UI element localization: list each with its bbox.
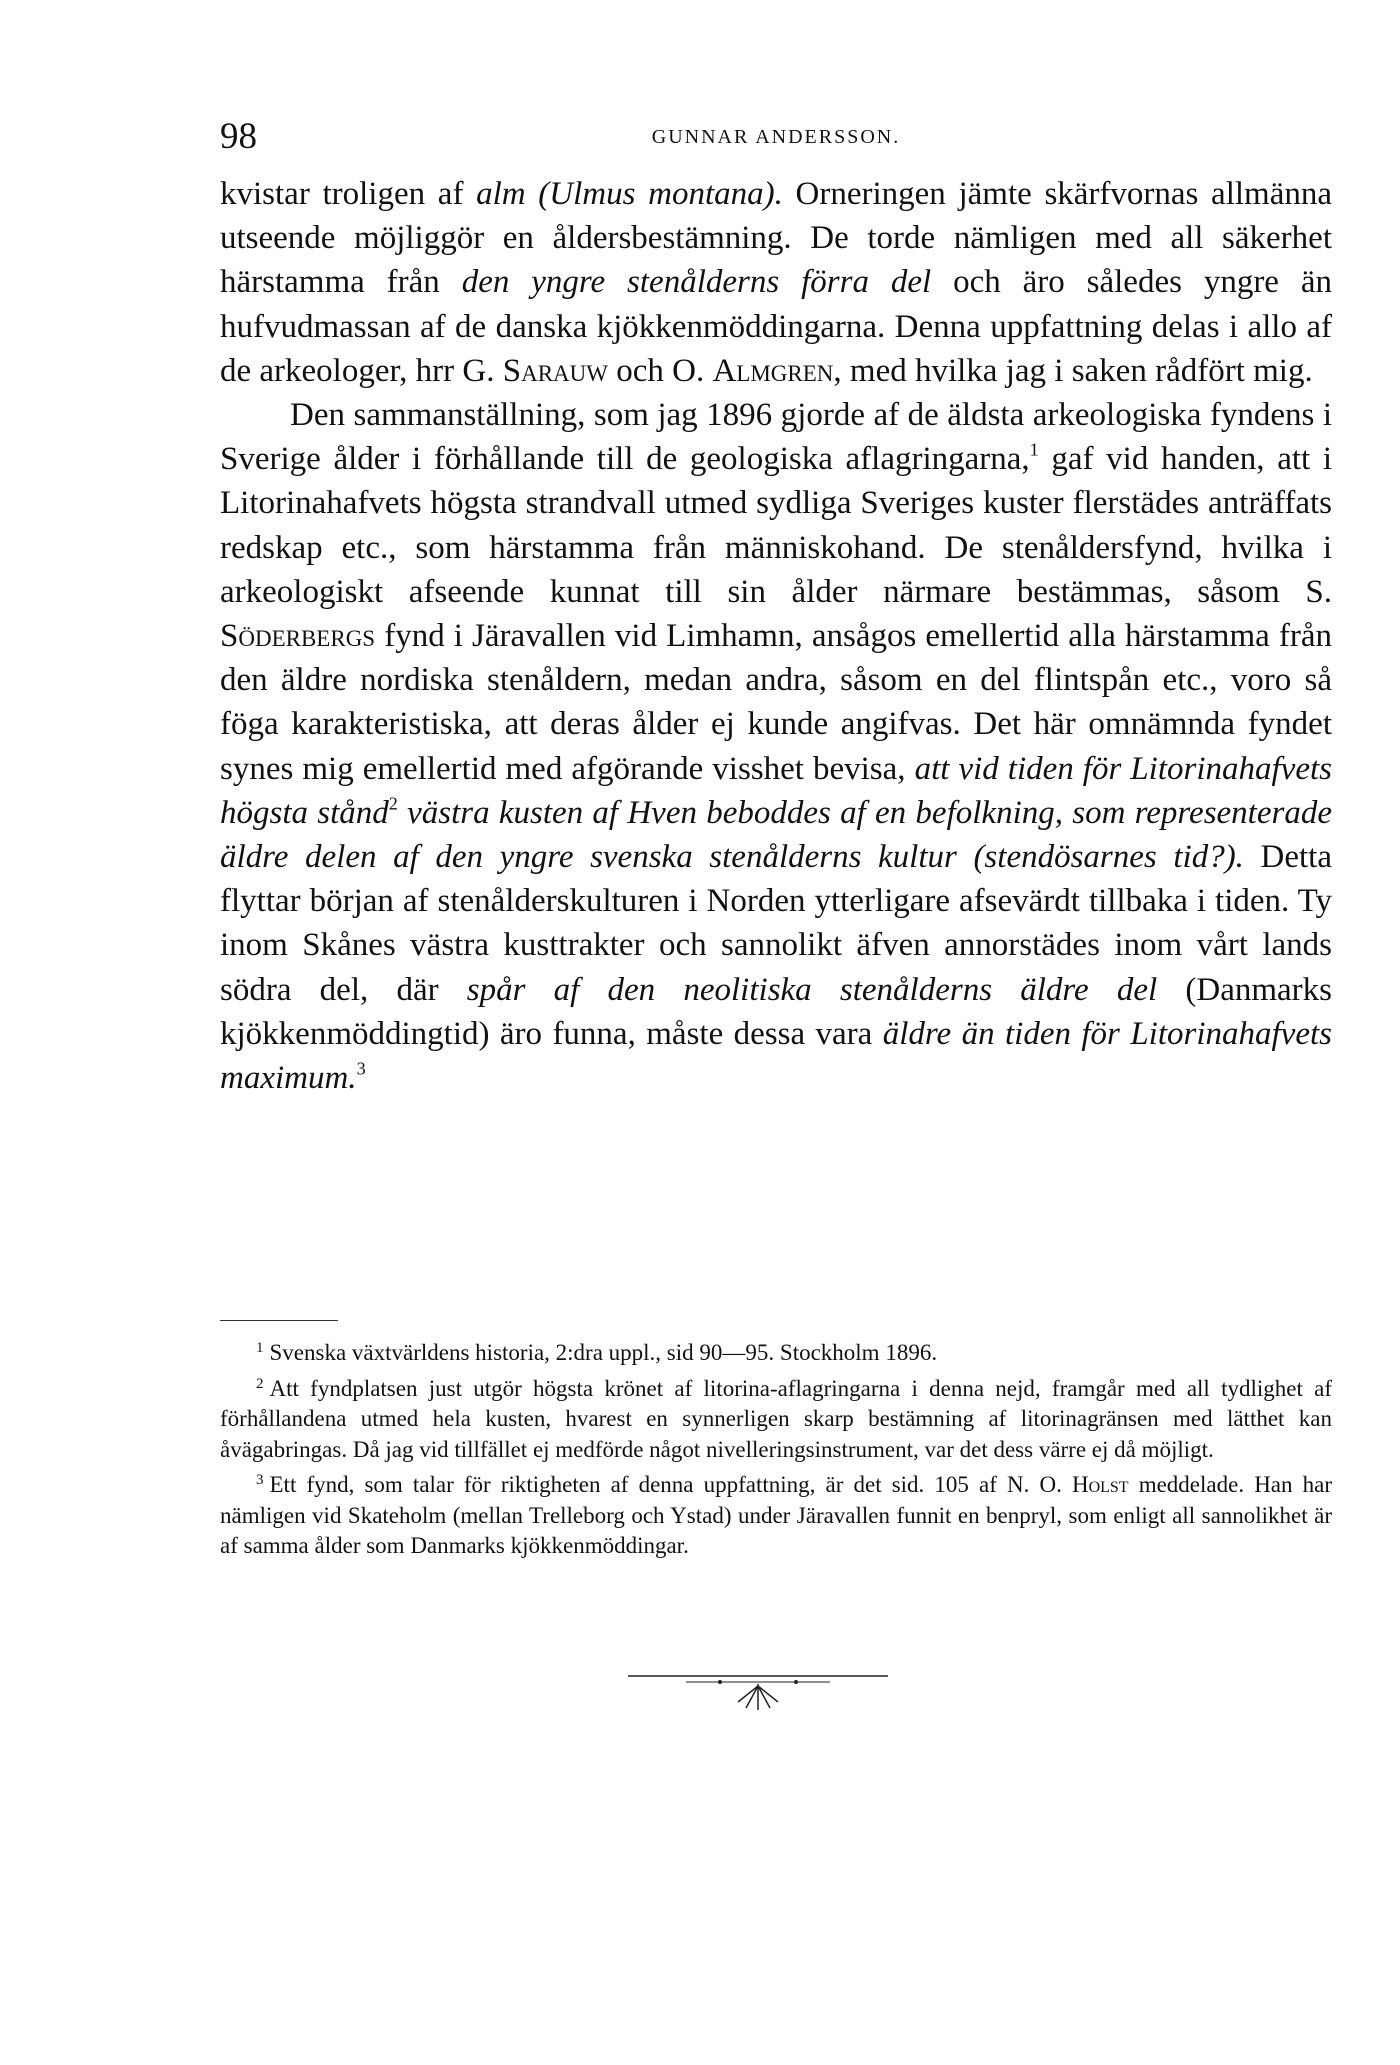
text-run: Detta flyttar början af stenålderskulturen i Norden ytterligare afsevärdt tillbaka i tiden. Ty inom Skånes västra kusttrakter och sannolikt äfven annorstädes inom vårt lands södra del, där bbox=[220, 839, 1332, 1008]
text-run: Orneringen jämte skärfvornas allmänna utseende möjliggör en åldersbestämning. De torde nämligen med all säkerhet härstamma från bbox=[220, 176, 1333, 301]
footnotes bbox=[220, 1333, 1332, 1562]
italic-run: västra kusten af Hven beboddes af en befolkning, som representerade äldre delen af den yngre svenska stenålderns kultur (stendösarnes tid?). bbox=[220, 794, 1332, 876]
footnote-1 bbox=[220, 1333, 1332, 1369]
footnote-ref: 2 bbox=[388, 793, 398, 814]
footnote-text: Svenska växtvärldens historia, 2:dra uppl., sid 90—95. Stockholm 1896. bbox=[269, 1340, 938, 1365]
text-run: och äro således yngre än hufvudmassan af de danska kjökkenmöddingarna. Denna uppfattning delas i allo af de arkeologer, hrr G. bbox=[220, 264, 1332, 389]
footnote-mark: 1 bbox=[256, 1340, 264, 1356]
printers-ornament-icon bbox=[628, 1670, 888, 1716]
text-run: fynd i Järavallen vid Limhamn, ansågos emellertid alla härstamma från den äldre nordiska stenåldern, medan andra, såsom en del flintspån etc., voro så föga karakteristiska, att deras ålder ej kunde angifvas. Det här omnämnda fyndet synes mig emellertid med afgörande visshet bevisa, bbox=[220, 618, 1332, 787]
italic-run: den yngre stenålderns förra del bbox=[461, 264, 932, 301]
italic-run: äldre än tiden för Litorinahafvets maximum. bbox=[220, 1015, 1332, 1097]
footnote-2 bbox=[220, 1369, 1332, 1466]
text-run: , med hvilka jag i saken rådfört mig. bbox=[833, 352, 1313, 389]
running-head: GUNNAR ANDERSSON. bbox=[651, 126, 901, 148]
text-run: (Danmarks kjökkenmöddingtid) äro funna, måste dessa vara bbox=[220, 971, 1332, 1052]
footnote-text: meddelade. Han har nämligen vid Skateholm (mellan Trelleborg och Ystad) under Järavallen funnit en benpryl, som enligt all sannolikhet är af samma ålder som Danmarks kjökkenmöddingar. bbox=[220, 1472, 1332, 1558]
page-header bbox=[220, 112, 1332, 162]
author-name: Holst bbox=[1071, 1472, 1129, 1497]
text-run: gaf vid handen, att i Litorinahafvets högsta strandvall utmed sydliga Sveriges kuster flerstädes anträffats redskap etc., som härstamma från människohand. De stenåldersfynd, hvilka i arkeologiskt afseende kunnat till sin ålder närmare bestämmas, såsom S. bbox=[220, 441, 1332, 610]
footnote-mark: 3 bbox=[256, 1472, 264, 1488]
body-text bbox=[220, 172, 1332, 1100]
italic-run: alm (Ulmus montana). bbox=[476, 176, 783, 212]
page-number: 98 bbox=[220, 116, 257, 157]
text-run: Den sammanställning, som jag 1896 gjorde af de äldsta arkeologiska fyndens i Sverige ålder i förhållande till de geologiska aflagringarna, bbox=[220, 397, 1332, 478]
author-name: Almgren bbox=[712, 352, 834, 389]
italic-run: spår af den neolitiska stenålderns äldre del bbox=[466, 971, 1158, 1008]
text-run: och O. bbox=[607, 352, 713, 389]
footnote-text: Ett fynd, som talar för riktigheten af denna uppfattning, är det sid. 105 af N. O. bbox=[269, 1472, 1072, 1497]
author-name: Sarauw bbox=[502, 352, 608, 389]
footnote-3 bbox=[220, 1465, 1332, 1562]
author-name: Söderbergs bbox=[220, 618, 376, 655]
footnote-ref: 1 bbox=[1029, 439, 1039, 460]
footnote-text: Att fyndplatsen just utgör högsta krönet af litorina-aflagringarna i denna nejd, framgår med all tydlighet af förhållandena utmed hela kusten, hvarest en synnerligen skarp bestämning af litorinagränsen med lätthet kan åvägabringas. Då jag vid tillfället ej medförde något nivelleringsinstrument, var det dess värre ej då möjligt. bbox=[220, 1375, 1332, 1462]
italic-run: att vid tiden för Litorinahafvets högsta stånd bbox=[220, 750, 1332, 831]
paragraph-1 bbox=[220, 172, 1332, 393]
footnote-mark: 2 bbox=[256, 1375, 264, 1392]
footnote-rule bbox=[220, 1320, 338, 1321]
paragraph-2 bbox=[220, 393, 1332, 1100]
footnote-ref: 3 bbox=[356, 1058, 366, 1079]
text-run: kvistar troligen af bbox=[220, 176, 477, 212]
